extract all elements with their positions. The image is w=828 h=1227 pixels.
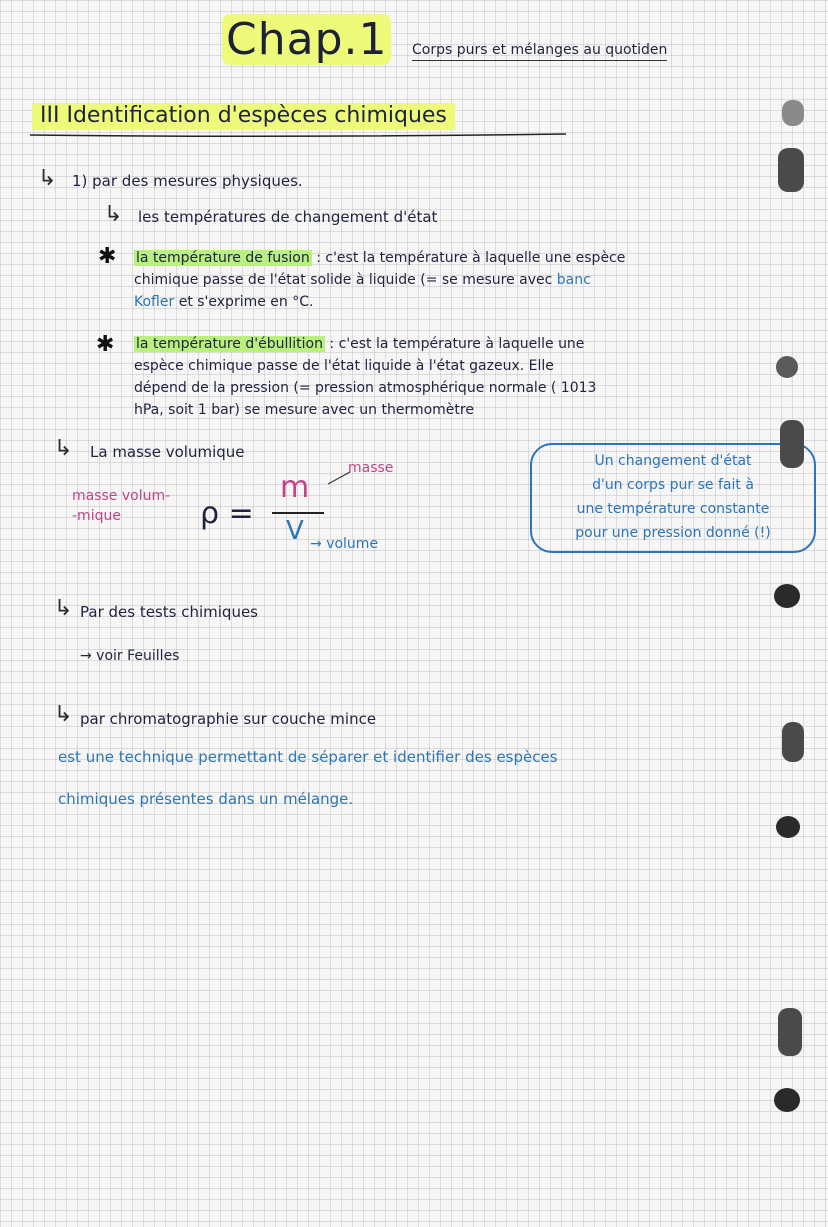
binder-clip (778, 1008, 802, 1056)
chapter-title: Chap.1 (222, 14, 391, 65)
ebullition-line4: hPa, soit 1 bar) se mesure avec un thermomètre (134, 402, 474, 418)
part1-heading: 1) par des mesures physiques. (72, 172, 303, 190)
chromato-line2: chimiques présentes dans un mélange. (58, 790, 354, 808)
note-box (530, 443, 816, 553)
binder-hole (774, 584, 800, 608)
note-line-1: Un changement d'état (594, 453, 752, 469)
tests-sub: → voir Feuilles (80, 648, 180, 664)
binder-clip (782, 100, 804, 126)
curved-arrow-icon: ↳ (54, 436, 73, 461)
star-bullet-icon: ✱ (98, 244, 117, 269)
rho-symbol: ρ = (200, 496, 254, 531)
fusion-line2: chimique passe de l'état solide à liquide (= se mesure avec banc (134, 272, 591, 288)
note-line-3: une température constante (576, 501, 770, 517)
binder-clip (782, 722, 804, 762)
curved-arrow-icon: ↳ (54, 702, 73, 727)
ebullition-line2: espèce chimique passe de l'état liquide à l'état gazeux. Elle (134, 358, 554, 374)
binder-clip (780, 420, 804, 468)
note-line-4: pour une pression donné (!) (575, 525, 771, 541)
fusion-term: la température de fusion (136, 250, 310, 266)
section-title: III Identification d'espèces chimiques (32, 103, 455, 128)
star-bullet-icon: ✱ (96, 332, 115, 357)
ebullition-line3: dépend de la pression (= pression atmosphérique normale ( 1013 (134, 380, 597, 396)
masse-heading: La masse volumique (90, 443, 245, 461)
masse-annotation: masse (348, 460, 394, 476)
note-line-2: d'un corps pur se fait à (592, 477, 754, 493)
masse-volumique-label: masse volum- (72, 488, 171, 504)
annotation-arrow (326, 470, 352, 486)
formula-numerator: m (280, 470, 310, 505)
chromato-line1: est une technique permettant de séparer et identifier des espèces (58, 748, 558, 766)
chapter-subtitle: Corps purs et mélanges au quotiden (412, 42, 667, 61)
fusion-line3: Kofler et s'exprime en °C. (134, 294, 314, 310)
section-underline (28, 132, 568, 138)
masse-volumique-label-2: -mique (72, 508, 121, 524)
curved-arrow-icon: ↳ (38, 166, 57, 191)
formula-denominator: V (286, 516, 304, 546)
ebullition-line1: la température d'ébullition : c'est la température à laquelle une (136, 336, 585, 352)
volume-annotation: → volume (310, 536, 379, 552)
tests-heading: Par des tests chimiques (80, 603, 258, 621)
fusion-line1: la température de fusion : c'est la température à laquelle une espèce (136, 250, 626, 266)
part1-subheading: les températures de changement d'état (138, 208, 438, 226)
fraction-bar (272, 512, 324, 514)
curved-arrow-icon: ↳ (104, 202, 123, 227)
chromato-heading: par chromatographie sur couche mince (80, 710, 377, 728)
binder-hole (776, 816, 800, 838)
curved-arrow-icon: ↳ (54, 596, 73, 621)
binder-hole (776, 356, 798, 378)
binder-hole (774, 1088, 800, 1112)
binder-clip (778, 148, 804, 192)
ebullition-term: la température d'ébullition (136, 336, 323, 352)
